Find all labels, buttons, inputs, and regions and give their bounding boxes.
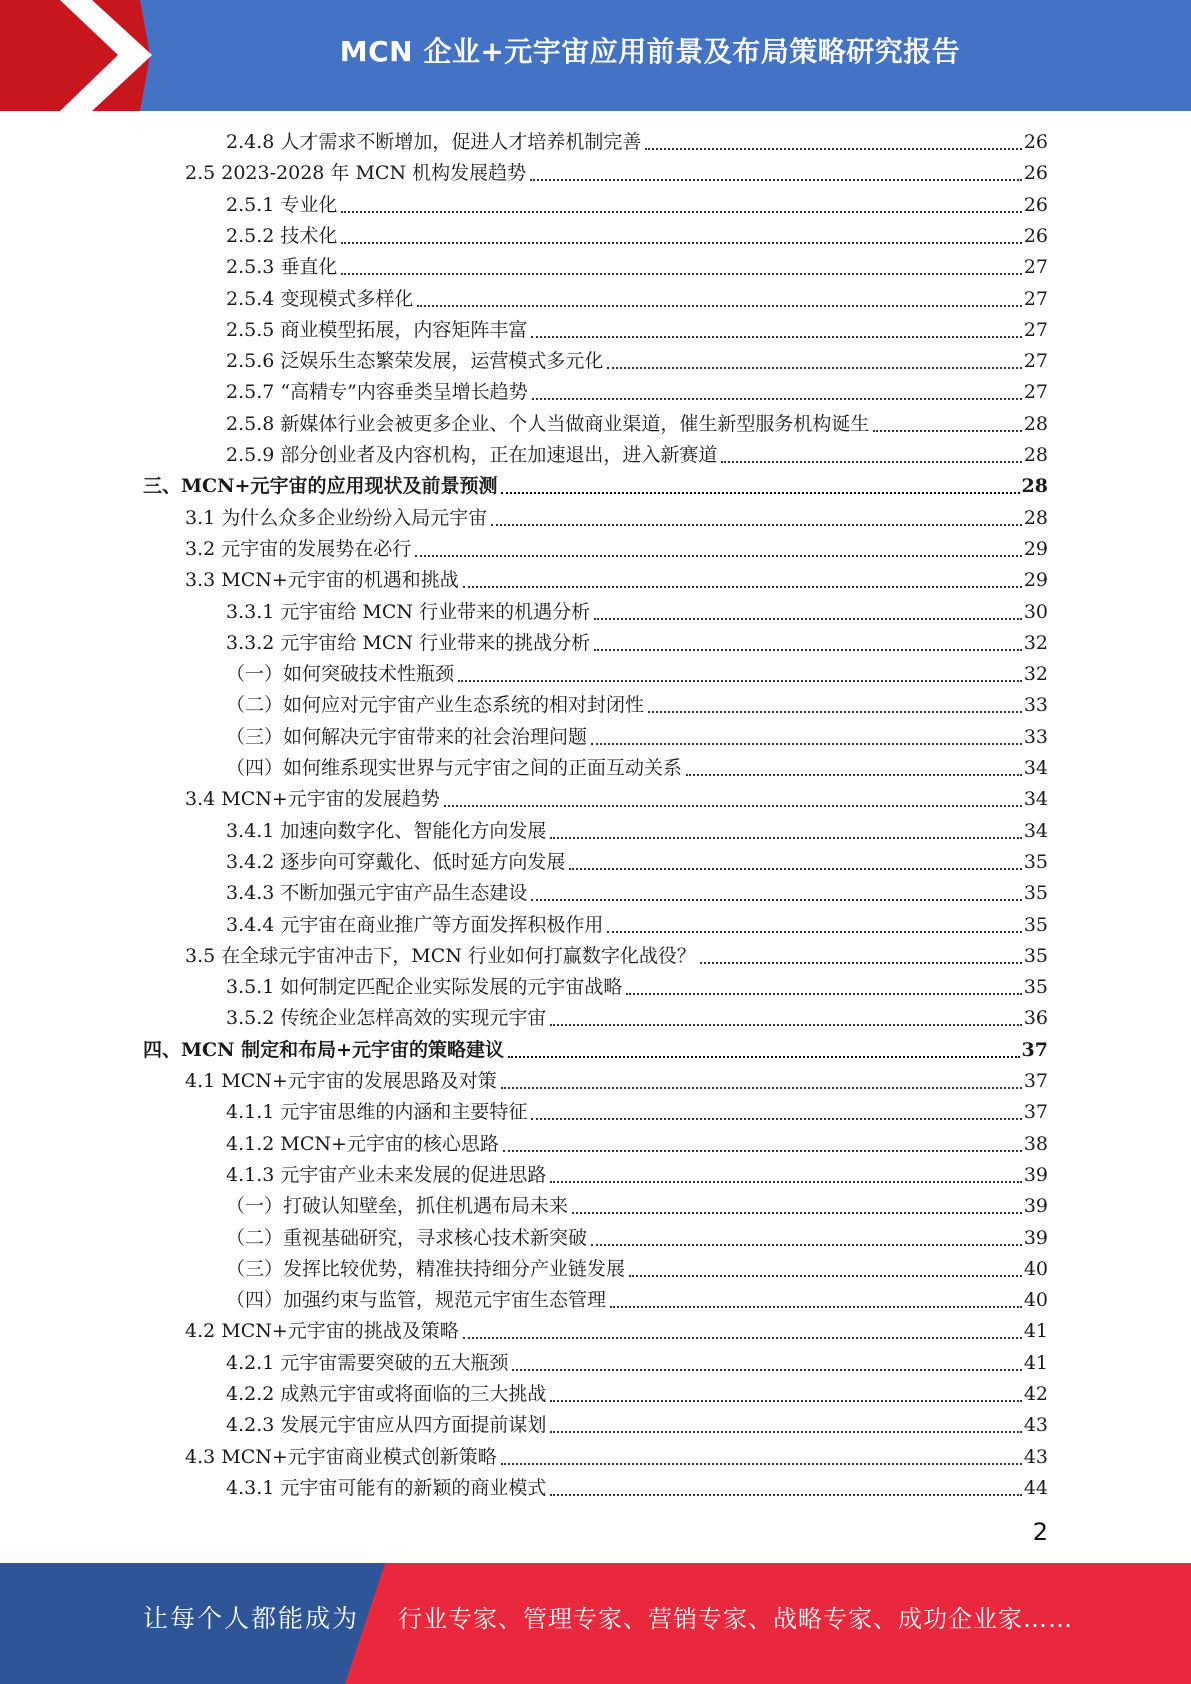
toc-entry[interactable] xyxy=(226,1223,1048,1254)
toc-entry[interactable] xyxy=(226,440,1048,471)
toc-entry-page: 26 xyxy=(1023,193,1048,216)
toc-leader-dots xyxy=(591,1244,1022,1246)
toc-entry[interactable] xyxy=(185,1442,1048,1473)
toc-leader-dots xyxy=(550,1494,1021,1496)
toc-entry-title: 4.3 MCN+元宇宙商业模式创新策略 xyxy=(185,1445,497,1468)
toc-leader-dots xyxy=(501,1087,1022,1089)
toc-entry-page: 32 xyxy=(1023,663,1048,686)
toc-entry[interactable] xyxy=(226,1379,1048,1410)
toc-leader-dots xyxy=(530,179,1022,181)
page-number: 2 xyxy=(1032,1518,1048,1546)
toc-entry-page: 35 xyxy=(1023,976,1048,999)
toc-entry-title: （三）如何解决元宇宙带来的社会治理问题 xyxy=(226,725,588,748)
toc-entry-title: 3.5.1 如何制定匹配企业实际发展的元宇宙战略 xyxy=(226,976,623,999)
toc-leader-dots xyxy=(686,774,1022,776)
toc-entry-page: 37 xyxy=(1023,1101,1048,1124)
toc-entry-page: 39 xyxy=(1023,1226,1048,1249)
toc-entry[interactable] xyxy=(226,722,1048,753)
toc-entry-page: 28 xyxy=(1023,506,1048,529)
footer-slogan-right: 行业专家、管理专家、营销专家、战略专家、成功企业家…… xyxy=(398,1605,1073,1633)
toc-entry[interactable] xyxy=(226,816,1048,847)
toc-leader-dots xyxy=(531,336,1021,338)
toc-entry[interactable] xyxy=(226,753,1048,784)
toc-entry-title: 3.4.4 元宇宙在商业推广等方面发挥积极作用 xyxy=(226,913,604,936)
toc-entry-title: 2.5.7 “高精专”内容垂类呈增长趋势 xyxy=(226,381,528,404)
toc-entry-page: 33 xyxy=(1023,725,1048,748)
toc-entry[interactable] xyxy=(226,690,1048,721)
page-footer xyxy=(0,1563,1191,1684)
toc-entry-title: 2.5.6 泛娱乐生态繁荣发展，运营模式多元化 xyxy=(226,350,604,373)
toc-entry[interactable] xyxy=(226,252,1048,283)
toc-entry-page: 41 xyxy=(1023,1351,1048,1374)
toc-entry-title: 2.5 2023-2028 年 MCN 机构发展趋势 xyxy=(185,162,527,185)
toc-entry-title: （一）如何突破技术性瓶颈 xyxy=(226,663,455,686)
toc-leader-dots xyxy=(594,649,1022,651)
toc-leader-dots xyxy=(501,492,1019,494)
toc-entry-title: （四）加强约束与监管，规范元宇宙生态管理 xyxy=(226,1289,607,1312)
toc-entry-title: 2.5.5 商业模型拓展，内容矩阵丰富 xyxy=(226,318,528,341)
toc-entry-title: 3.2 元宇宙的发展势在必行 xyxy=(185,537,412,560)
toc-entry-title: 2.5.2 技术化 xyxy=(226,224,338,247)
toc-entry[interactable] xyxy=(226,190,1048,221)
toc-leader-dots xyxy=(626,993,1021,995)
toc-entry[interactable] xyxy=(185,1316,1048,1347)
toc-entry-title: 3.3 MCN+元宇宙的机遇和挑战 xyxy=(185,569,459,592)
toc-entry-page: 36 xyxy=(1023,1007,1048,1030)
toc-entry-page: 42 xyxy=(1023,1383,1048,1405)
toc-entry-title: 3.5 在全球元宇宙冲击下，MCN 行业如何打赢数字化战役？ xyxy=(185,944,696,967)
toc-entry-title: （三）发挥比较优势，精准扶持细分产业链发展 xyxy=(226,1257,626,1280)
toc-entry[interactable] xyxy=(226,1348,1048,1379)
toc-entry[interactable] xyxy=(226,910,1048,941)
toc-leader-dots xyxy=(550,1181,1021,1183)
toc-entry[interactable] xyxy=(226,377,1048,408)
toc-entry-page: 41 xyxy=(1023,1320,1048,1343)
toc-entry[interactable] xyxy=(226,1191,1048,1222)
toc-entry-title: （一）打破认知壁垒，抓住机遇布局未来 xyxy=(226,1195,569,1218)
toc-entry-title: （二）如何应对元宇宙产业生态系统的相对封闭性 xyxy=(226,694,645,717)
toc-leader-dots xyxy=(610,1306,1022,1308)
toc-entry-title: 3.4 MCN+元宇宙的发展趋势 xyxy=(185,788,440,811)
toc-entry-page: 27 xyxy=(1023,287,1048,310)
toc-entry-page: 34 xyxy=(1023,788,1048,811)
toc-entry-page: 35 xyxy=(1023,850,1048,873)
toc-entry-page: 26 xyxy=(1023,131,1048,153)
toc-entry[interactable] xyxy=(185,784,1048,815)
toc-entry-page: 33 xyxy=(1023,694,1048,717)
toc-entry[interactable] xyxy=(226,315,1048,346)
toc-entry-page: 30 xyxy=(1023,600,1048,623)
toc-entry[interactable] xyxy=(226,972,1048,1003)
toc-entry-title: 3.4.3 不断加强元宇宙产品生态建设 xyxy=(226,882,528,905)
toc-entry-title: 4.1.2 MCN+元宇宙的核心思路 xyxy=(226,1132,499,1155)
toc-leader-dots xyxy=(648,711,1022,713)
toc-entry-page: 43 xyxy=(1023,1445,1048,1468)
toc-entry[interactable] xyxy=(226,628,1048,659)
toc-leader-dots xyxy=(415,555,1022,557)
toc-entry[interactable] xyxy=(226,1097,1048,1128)
toc-leader-dots xyxy=(503,1150,1022,1152)
toc-entry-page: 29 xyxy=(1023,569,1048,592)
toc-entry-title: 4.3.1 元宇宙可能有的新颖的商业模式 xyxy=(226,1476,547,1499)
toc-entry-page: 29 xyxy=(1023,537,1048,560)
toc-entry[interactable] xyxy=(226,346,1048,377)
toc-leader-dots xyxy=(550,837,1021,839)
toc-entry-page: 39 xyxy=(1023,1163,1048,1186)
toc-leader-dots xyxy=(458,680,1022,682)
toc-entry-page: 27 xyxy=(1023,318,1048,341)
toc-leader-dots xyxy=(607,367,1021,369)
toc-entry[interactable] xyxy=(185,534,1048,565)
toc-entry-title: 2.5.1 专业化 xyxy=(226,193,338,216)
toc-entry[interactable] xyxy=(226,409,1048,440)
toc-leader-dots xyxy=(591,743,1022,745)
toc-entry-page: 35 xyxy=(1023,944,1048,967)
toc-entry-title: 3.1 为什么众多企业纷纷入局元宇宙 xyxy=(185,506,488,529)
toc-entry-page: 35 xyxy=(1023,913,1048,936)
toc-entry-page: 34 xyxy=(1023,819,1048,842)
toc-leader-dots xyxy=(463,586,1022,588)
toc-entry-title: （二）重视基础研究，寻求核心技术新突破 xyxy=(226,1226,588,1249)
toc-leader-dots xyxy=(512,1369,1021,1371)
toc-entry-title: 3.4.1 加速向数字化、智能化方向发展 xyxy=(226,819,547,842)
toc-leader-dots xyxy=(594,618,1022,620)
toc-entry[interactable] xyxy=(226,597,1048,628)
toc-leader-dots xyxy=(417,305,1021,307)
toc-entry-title: 2.5.8 新媒体行业会被更多企业、个人当做商业渠道，催生新型服务机构诞生 xyxy=(226,412,870,435)
toc-entry[interactable] xyxy=(226,878,1048,909)
toc-entry-page: 27 xyxy=(1023,256,1048,279)
toc-entry-page: 28 xyxy=(1023,412,1048,435)
toc-entry-page: 34 xyxy=(1023,757,1048,779)
toc-entry[interactable] xyxy=(226,847,1048,878)
toc-leader-dots xyxy=(629,1275,1022,1277)
toc-entry-title: （四）如何维系现实世界与元宇宙之间的正面互动关系 xyxy=(226,757,683,779)
toc-leader-dots xyxy=(341,211,1021,213)
toc-leader-dots xyxy=(721,461,1021,463)
toc-entry-page: 32 xyxy=(1023,631,1048,654)
toc-entry[interactable] xyxy=(226,221,1048,252)
toc-leader-dots xyxy=(607,931,1021,933)
toc-leader-dots xyxy=(550,1431,1021,1433)
toc-entry-page: 26 xyxy=(1023,162,1048,185)
toc-entry-page: 26 xyxy=(1023,224,1048,247)
toc-leader-dots xyxy=(550,1400,1021,1402)
toc-leader-dots xyxy=(341,242,1021,244)
toc-leader-dots xyxy=(532,398,1022,400)
toc-entry[interactable] xyxy=(143,471,1048,502)
toc-entry[interactable] xyxy=(226,284,1048,315)
footer-slogan-left: 让每个人都能成为 xyxy=(143,1604,360,1633)
toc-entry[interactable] xyxy=(185,158,1048,189)
toc-entry-title: 4.1 MCN+元宇宙的发展思路及对策 xyxy=(185,1070,497,1092)
toc-leader-dots xyxy=(550,1024,1021,1026)
toc-entry[interactable] xyxy=(226,1160,1048,1191)
toc-entry-page: 40 xyxy=(1023,1257,1048,1280)
toc-entry-title: 4.1.3 元宇宙产业未来发展的促进思路 xyxy=(226,1163,547,1186)
toc-entry-title: 3.3.2 元宇宙给 MCN 行业带来的挑战分析 xyxy=(226,631,591,654)
toc-entry-title: 三、MCN+元宇宙的应用现状及前景预测 xyxy=(143,475,498,498)
toc-entry[interactable] xyxy=(226,659,1048,690)
toc-entry-title: 4.2.1 元宇宙需要突破的五大瓶颈 xyxy=(226,1351,509,1374)
toc-leader-dots xyxy=(569,868,1021,870)
toc-entry-title: 2.5.4 变现模式多样化 xyxy=(226,287,414,310)
toc-entry-title: 4.2.3 发展元宇宙应从四方面提前谋划 xyxy=(226,1414,547,1437)
toc-entry-title: 3.3.1 元宇宙给 MCN 行业带来的机遇分析 xyxy=(226,600,591,623)
toc-entry[interactable] xyxy=(185,1066,1048,1097)
toc-entry-title: 3.4.2 逐步向可穿戴化、低时延方向发展 xyxy=(226,850,566,873)
toc-leader-dots xyxy=(531,1118,1021,1120)
toc-entry-title: 4.2 MCN+元宇宙的挑战及策略 xyxy=(185,1320,459,1343)
toc-entry-page: 37 xyxy=(1023,1070,1048,1092)
toc-leader-dots xyxy=(531,899,1021,901)
toc-leader-dots xyxy=(444,805,1022,807)
toc-entry-page: 35 xyxy=(1023,882,1048,905)
toc-leader-dots xyxy=(463,1337,1022,1339)
toc-entry-page: 37 xyxy=(1021,1038,1048,1061)
toc-entry-title: 四、MCN 制定和布局+元宇宙的策略建议 xyxy=(143,1038,505,1061)
toc-entry[interactable] xyxy=(226,1254,1048,1285)
toc-entry-page: 27 xyxy=(1023,381,1048,404)
toc-entry-title: 4.1.1 元宇宙思维的内涵和主要特征 xyxy=(226,1101,528,1124)
toc-entry[interactable] xyxy=(185,941,1048,972)
toc-leader-dots xyxy=(341,273,1021,275)
toc-entry[interactable] xyxy=(226,1129,1048,1160)
toc-entry-page: 27 xyxy=(1023,350,1048,373)
toc-entry-page: 39 xyxy=(1023,1195,1048,1218)
toc-entry[interactable] xyxy=(185,503,1048,534)
header-title: MCN 企业+元宇宙应用前景及布局策略研究报告 xyxy=(339,35,961,68)
toc-entry[interactable] xyxy=(226,1285,1048,1316)
page-header xyxy=(0,0,1191,111)
toc-entry[interactable] xyxy=(226,127,1048,158)
toc-entry-title: 2.5.3 垂直化 xyxy=(226,256,338,279)
toc-leader-dots xyxy=(645,148,1021,150)
toc-leader-dots xyxy=(508,1056,1019,1058)
toc-entry[interactable] xyxy=(185,565,1048,596)
toc-entry[interactable] xyxy=(226,1473,1048,1504)
toc-entry[interactable] xyxy=(226,1410,1048,1441)
toc-entry-title: 4.2.2 成熟元宇宙或将面临的三大挑战 xyxy=(226,1383,547,1405)
toc-leader-dots xyxy=(700,962,1022,964)
toc-entry-page: 28 xyxy=(1023,444,1048,466)
toc-entry-page: 44 xyxy=(1023,1476,1048,1499)
toc-leader-dots xyxy=(572,1212,1022,1214)
toc-leader-dots xyxy=(501,1463,1022,1465)
toc-entry-page: 40 xyxy=(1023,1289,1048,1312)
toc-entry-title: 2.5.9 部分创业者及内容机构，正在加速退出，进入新赛道 xyxy=(226,444,718,466)
toc-entry-title: 2.4.8 人才需求不断增加，促进人才培养机制完善 xyxy=(226,131,642,153)
toc-entry-title: 3.5.2 传统企业怎样高效的实现元宇宙 xyxy=(226,1007,547,1030)
toc-leader-dots xyxy=(873,430,1021,432)
toc-leader-dots xyxy=(491,524,1022,526)
toc-entry[interactable] xyxy=(226,1003,1048,1034)
toc-entry-page: 28 xyxy=(1021,475,1048,498)
toc-entry-page: 43 xyxy=(1023,1414,1048,1437)
toc-entry[interactable] xyxy=(143,1035,1048,1066)
toc-entry-page: 38 xyxy=(1023,1132,1048,1155)
